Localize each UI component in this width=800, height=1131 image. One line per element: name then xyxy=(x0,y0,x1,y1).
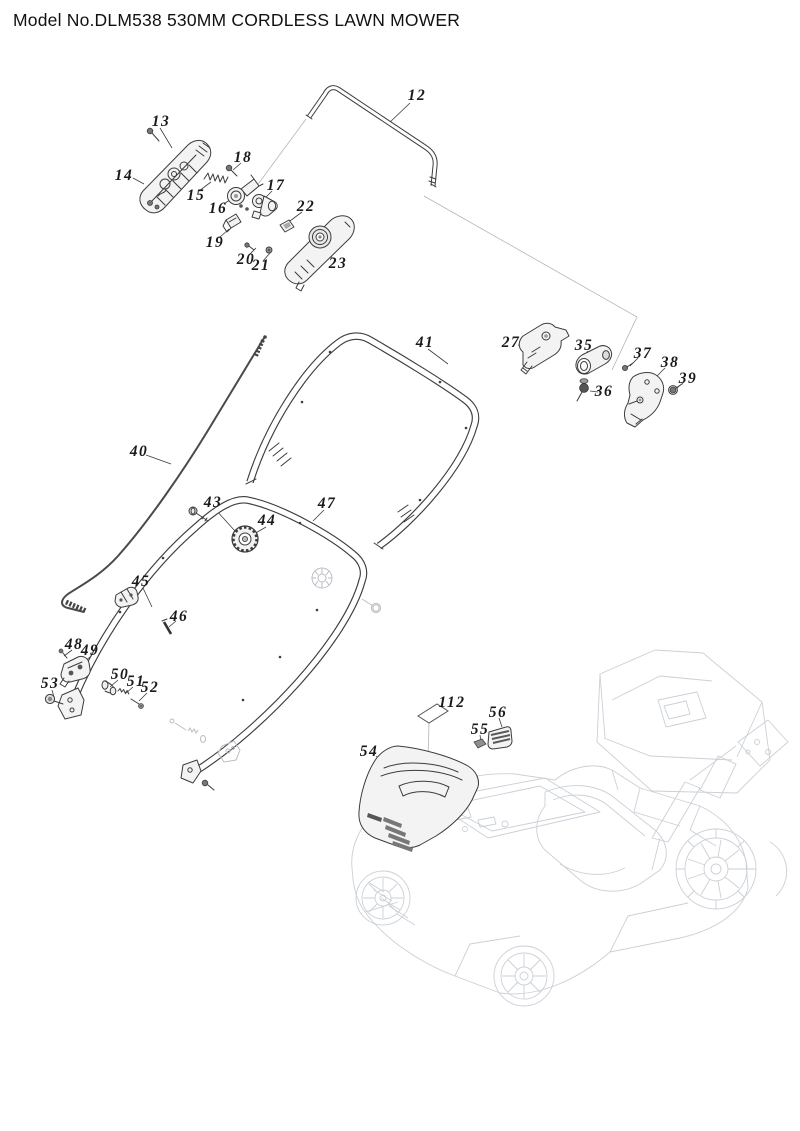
part-17-cable-end-fitting xyxy=(252,195,277,220)
part-callout-27: 27 xyxy=(501,334,521,351)
part-52-screw xyxy=(131,699,143,708)
part-callout-36: 36 xyxy=(594,383,614,400)
part-23-housing-cover xyxy=(285,216,354,291)
part-36-ball-screw xyxy=(577,379,588,401)
part-22-button xyxy=(280,220,294,232)
part-callout-48: 48 xyxy=(64,636,84,653)
part-40-control-cable xyxy=(62,335,267,612)
part-callout-19: 19 xyxy=(205,234,225,251)
part-callout-16: 16 xyxy=(208,200,228,217)
part-callout-55: 55 xyxy=(470,721,490,738)
part-49-cable-guide xyxy=(60,656,90,687)
part-callout-14: 14 xyxy=(114,167,134,184)
part-callout-54: 54 xyxy=(359,743,379,760)
part-44-clamp-knob xyxy=(232,526,258,552)
part-callout-37: 37 xyxy=(633,345,653,362)
part-callout-49: 49 xyxy=(80,642,100,659)
part-callout-39: 39 xyxy=(678,370,698,387)
part-callout-45: 45 xyxy=(131,573,151,590)
part-callout-52: 52 xyxy=(140,679,160,696)
part-callout-56: 56 xyxy=(488,704,508,721)
part-38-mount-bracket xyxy=(624,373,663,427)
part-54-motor-cover xyxy=(359,746,479,852)
part-callout-23: 23 xyxy=(328,255,348,272)
part-47-lower-handle xyxy=(58,500,364,790)
part-41-upper-handle xyxy=(246,336,476,549)
part-callout-18: 18 xyxy=(233,149,253,166)
part-callout-40: 40 xyxy=(129,443,149,460)
part-callout-22: 22 xyxy=(296,198,316,215)
part-callout-47: 47 xyxy=(317,495,337,512)
part-37-screw xyxy=(622,363,633,371)
part-callout-53: 53 xyxy=(40,675,60,692)
part-27-handle-bracket xyxy=(519,323,569,374)
part-callout-46: 46 xyxy=(169,608,189,625)
part-callout-13: 13 xyxy=(151,113,171,130)
part-21-nut xyxy=(266,247,272,253)
part-callout-17: 17 xyxy=(266,177,286,194)
ghost-wheels xyxy=(356,829,787,1006)
part-callout-51: 51 xyxy=(126,673,146,690)
part-callout-15: 15 xyxy=(186,187,206,204)
part-callout-21: 21 xyxy=(251,257,271,274)
part-callout-38: 38 xyxy=(660,354,680,371)
part-callout-20: 20 xyxy=(236,251,256,268)
part-callout-112: 112 xyxy=(438,694,466,711)
ghost-duplicate-hardware-on-handle xyxy=(170,568,381,762)
part-callout-41: 41 xyxy=(415,334,435,351)
page-title: Model No.DLM538 530MM CORDLESS LAWN MOWER xyxy=(13,10,461,30)
part-callout-43: 43 xyxy=(203,494,223,511)
part-55-clip xyxy=(474,739,486,748)
part-20-screw xyxy=(245,243,254,250)
part-callout-44: 44 xyxy=(257,512,277,529)
part-56-vent-grille xyxy=(488,727,512,749)
part-callout-35: 35 xyxy=(574,337,594,354)
part-callout-50: 50 xyxy=(110,666,130,683)
part-callout-12: 12 xyxy=(407,87,427,104)
part-15-spring xyxy=(204,173,228,183)
